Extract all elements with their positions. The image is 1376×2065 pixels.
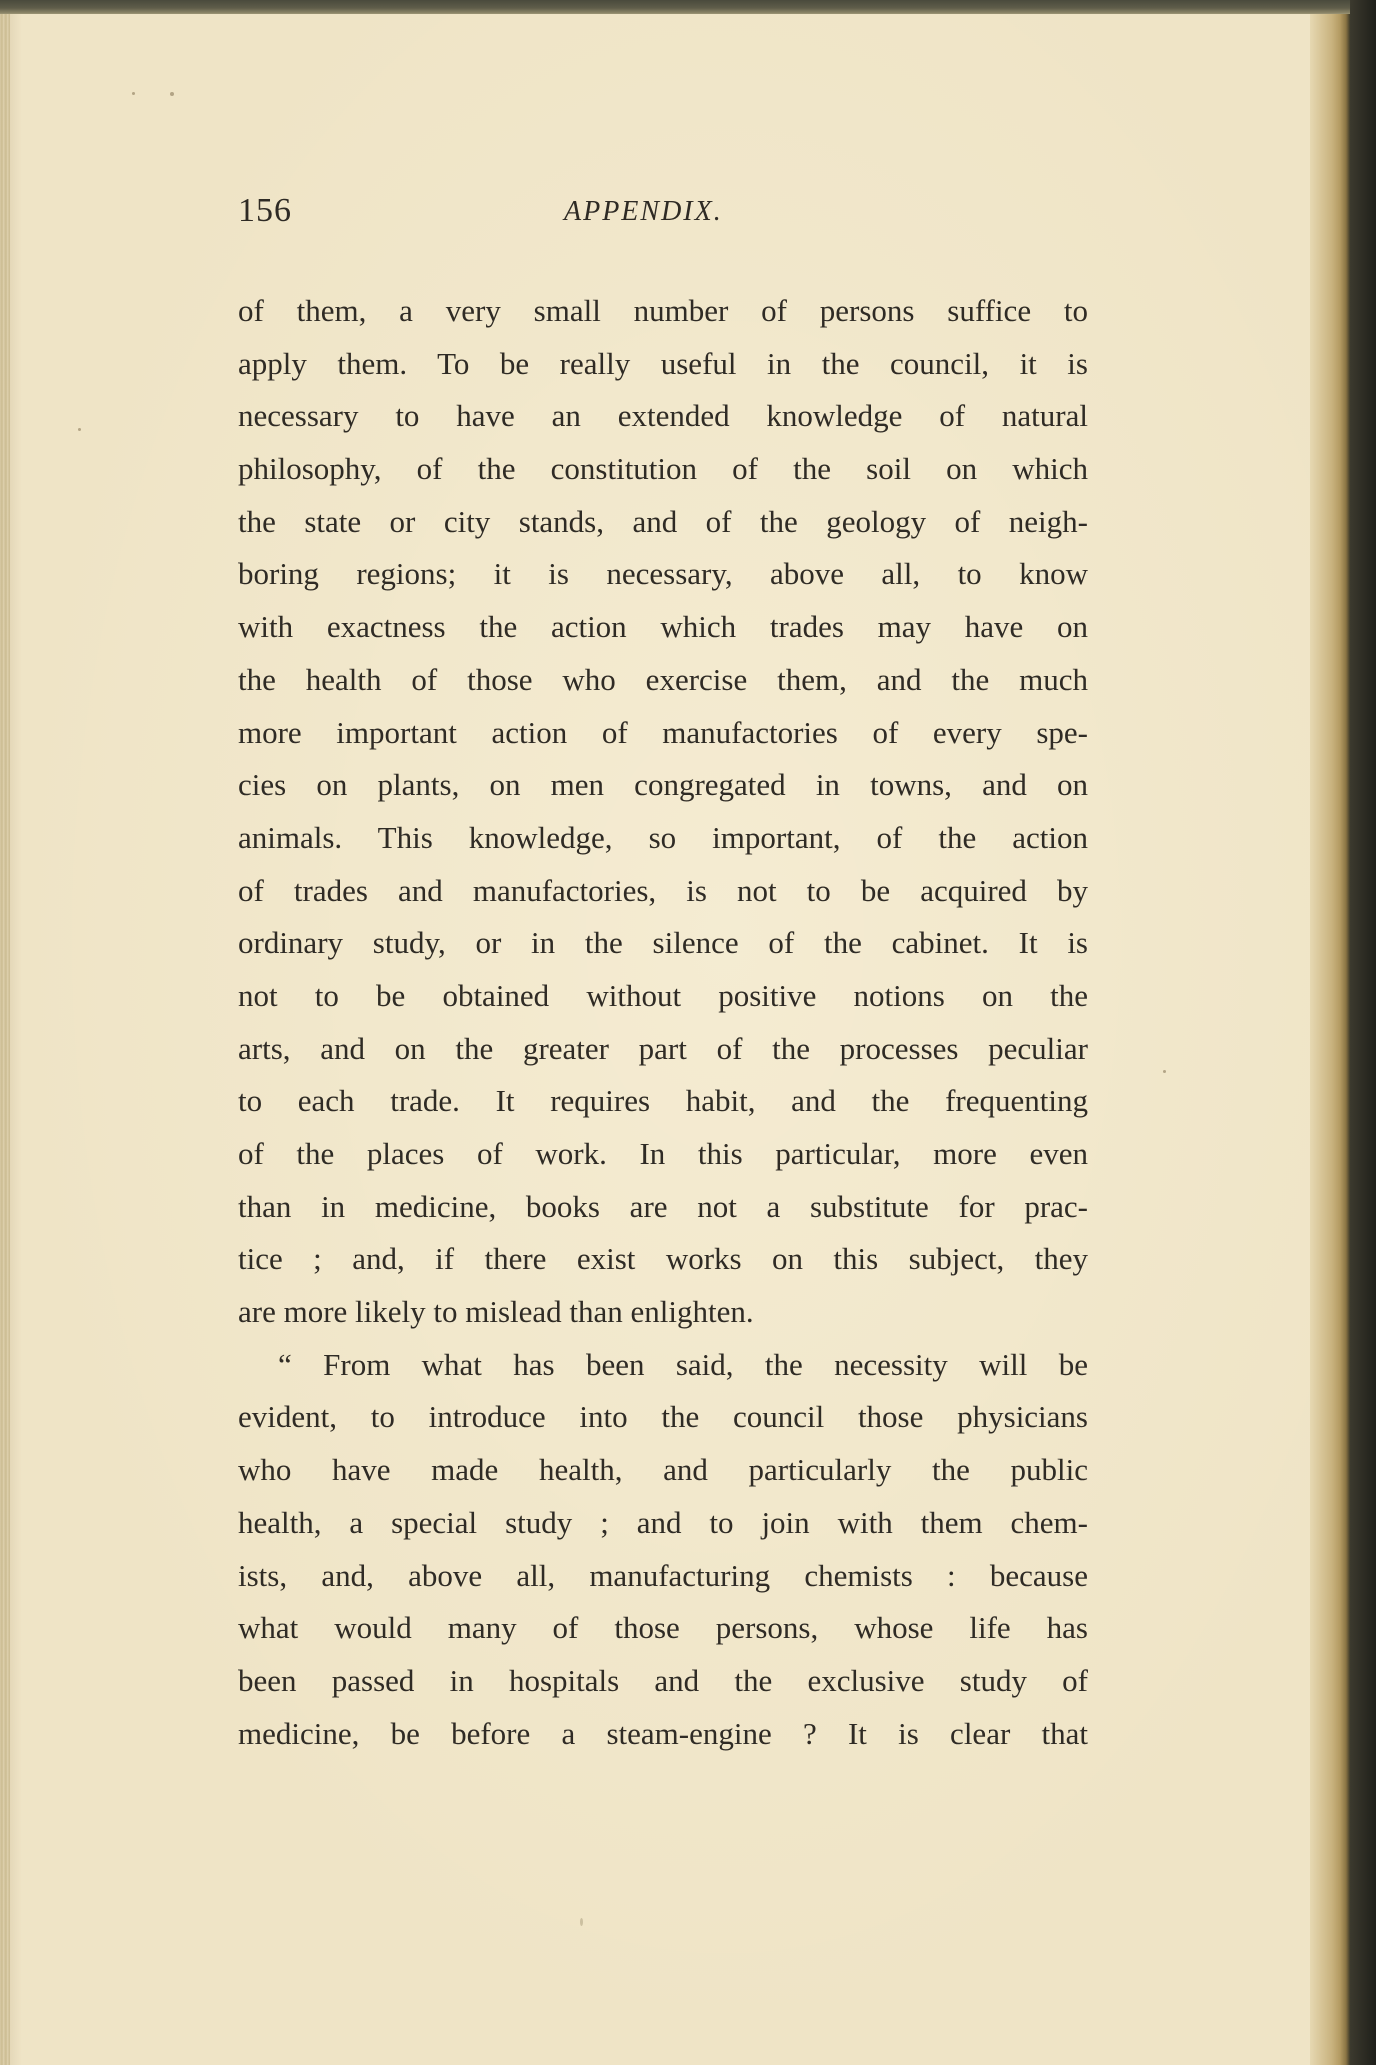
text-line: of them, a very small number of persons suffice to — [238, 293, 1088, 328]
paper-speck — [132, 92, 135, 95]
text-line: than in medicine, books are not a substitute for prac- — [238, 1188, 1088, 1224]
text-line: evident, to introduce into the council those physicians — [238, 1399, 1088, 1435]
text-line: tice ; and, if there exist works on this subject, they — [238, 1241, 1088, 1277]
text-line: not to be obtained without positive notions on the — [238, 977, 1088, 1013]
paragraph-start-line: “ From what has been said, the necessity will be — [278, 1346, 1088, 1382]
page-number: 156 — [238, 192, 292, 229]
text-line: with exactness the action which trades may have on — [238, 609, 1088, 645]
text-line: necessary to have an extended knowledge of natural — [238, 398, 1088, 434]
text-line: who have made health, and particularly the public — [238, 1452, 1088, 1488]
paper-speck — [78, 428, 81, 431]
paragraph-end-line: are more likely to mislead than enlighten. — [238, 1294, 754, 1330]
body-text — [238, 285, 1088, 1760]
paper-speck — [1163, 1070, 1166, 1073]
text-line: medicine, be before a steam-engine ? It is clear that — [238, 1715, 1088, 1751]
text-line: boring regions; it is necessary, above all, to know — [238, 556, 1088, 592]
page-edge-left — [0, 14, 10, 2065]
text-line: ordinary study, or in the silence of the cabinet. It is — [238, 925, 1088, 961]
text-line: more important action of manufactories of every spe- — [238, 714, 1088, 750]
text-line: the state or city stands, and of the geology of neigh- — [238, 503, 1088, 539]
text-line: ists, and, above all, manufacturing chemists : because — [238, 1557, 1088, 1593]
running-head: APPENDIX. — [564, 196, 723, 227]
text-line: arts, and on the greater part of the processes peculiar — [238, 1030, 1088, 1066]
text-line: been passed in hospitals and the exclusive study of — [238, 1662, 1088, 1698]
text-line: the health of those who exercise them, and the much — [238, 661, 1088, 697]
text-line: philosophy, of the constitution of the soil on which — [238, 451, 1088, 487]
book-binding-right — [1350, 0, 1376, 2065]
text-line: health, a special study ; and to join with them chem- — [238, 1504, 1088, 1540]
paper-speck — [580, 1918, 583, 1926]
text-line: what would many of those persons, whose life has — [238, 1610, 1088, 1646]
page-edge-right — [1310, 14, 1350, 2065]
text-line: animals. This knowledge, so important, of the action — [238, 819, 1088, 855]
text-line: to each trade. It requires habit, and the frequenting — [238, 1083, 1088, 1119]
text-line: apply them. To be really useful in the council, it is — [238, 345, 1088, 381]
page-header — [238, 192, 1088, 242]
text-line: cies on plants, on men congregated in towns, and on — [238, 767, 1088, 803]
text-line: of the places of work. In this particular, more even — [238, 1136, 1088, 1171]
paper-speck — [170, 92, 174, 96]
text-line: of trades and manufactories, is not to be acquired by — [238, 872, 1088, 908]
